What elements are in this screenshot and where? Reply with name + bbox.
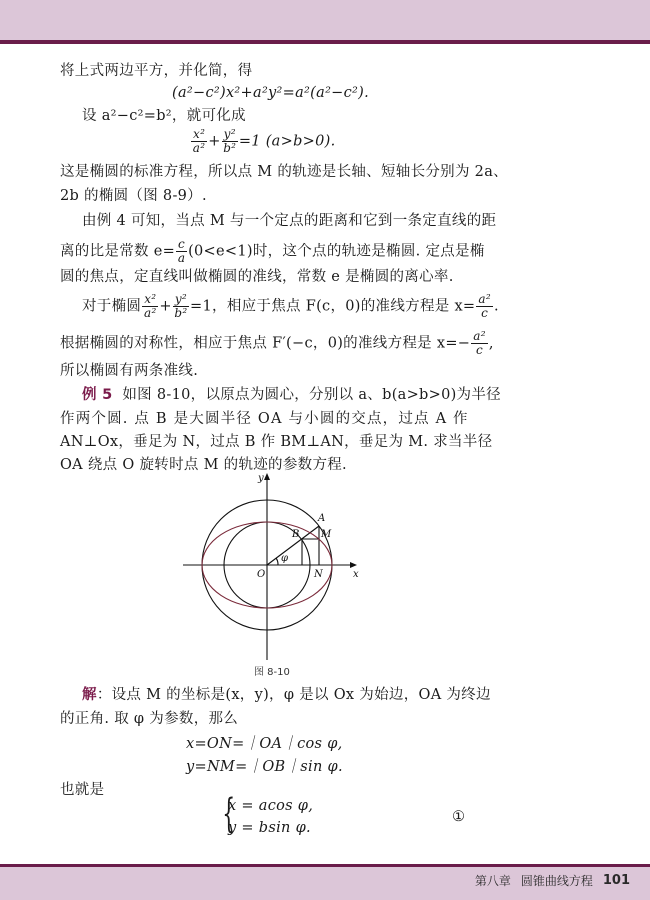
svg-text:M: M [321,529,332,540]
svg-text:A: A [318,513,326,524]
solution: 解：设点 M 的坐标是(x，y)，φ 是以 Ox 为始边，OA 为终边 [82,686,491,703]
text-line: 的正角. 取 φ 为参数，那么 [60,711,239,727]
text-line: 根据椭圆的对称性，相应于焦点 F′(−c，0)的准线方程是 x=− $\frac{\text{a²}}{c}$ , [60,329,494,357]
text-line: 由例 4 可知，当点 M 与一个定点的距离和它到一条定直线的距 [82,213,497,229]
svg-text:O: O [257,569,266,580]
text-line: 对于椭圆 $\frac{\text{x²}}{\text{a²}}$ + $\frac{\text{y²}}{\text{b²}}$ =1，相应于焦点 F(c，0)的准线方程是 x= $\frac{\text{a²}}{c}$ . [82,292,499,320]
param-equation-y: y = bsin φ. [228,820,311,836]
svg-text:B: B [292,529,300,540]
figure-caption: 图 8-10 [254,667,290,678]
example-5: 例 5 如图 8-10，以原点为圆心，分别以 a、b(a>b>0)为半径 [82,387,501,403]
equation-number: ① [452,809,466,825]
svg-text:y: y [258,473,264,484]
text-line: 这是椭圆的标准方程，所以点 M 的轨迹是长轴、短轴长分别为 2a、 [60,164,508,180]
chapter-title: 圆锥曲线方程 [520,874,593,888]
text-line: 所以椭圆有两条准线. [60,363,199,379]
text-line: 也就是 [60,782,105,798]
param-equation-x: x = acos φ, [228,798,314,814]
text-line: AN⊥Ox，垂足为 N，过点 B 作 BM⊥AN，垂足为 M. 求当半径 [60,434,493,450]
equation: x=ON=｜OA｜cos φ, [186,736,343,752]
text-line: 作两个圆. 点 B 是大圆半径 OA 与小圆的交点，过点 A 作 [60,411,469,427]
text-line: 将上式两边平方，并化简，得 [60,63,253,79]
page-footer [475,872,630,889]
equation: (a²−c²)x²+a²y²=a²(a²−c²). [172,85,370,101]
chapter-label: 第八章 [474,874,511,888]
page-number: 101 [602,873,630,888]
svg-text:φ: φ [281,553,289,564]
svg-text:N: N [314,569,323,580]
svg-text:x: x [353,569,359,580]
ellipse-equation: $\frac{\text{x²}}{\text{a²}}$ + $\frac{\text{y²}}{\text{b²}}$ =1 (a>b>0). [192,127,336,155]
text-line: 离的比是常数 e= $\frac{c}{a}$ (0<e<1)时，这个点的轨迹是椭圆. 定点是椭 [60,237,485,265]
text-line: OA 绕点 O 旋转时点 M 的轨迹的参数方程. [60,457,347,473]
text-line: 设 a²−c²=b²，就可化成 [82,108,246,124]
text-line: 2b 的椭圆（图 8-9）. [60,188,207,204]
equation: y=NM=｜OB｜sin φ. [186,759,343,775]
text-line: 圆的焦点，定直线叫做椭圆的准线，常数 e 是椭圆的离心率. [60,269,454,285]
brace-symbol: { [222,791,236,837]
